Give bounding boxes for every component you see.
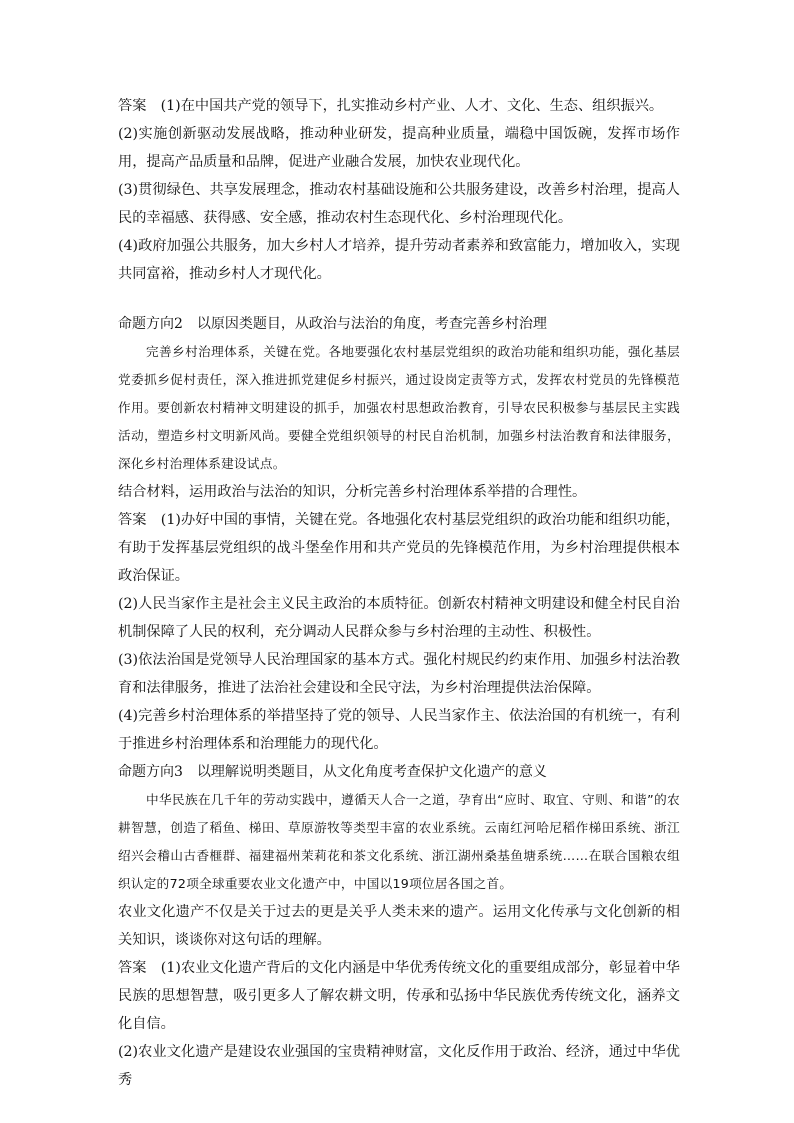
answer-paragraph <box>118 954 680 1038</box>
answer-label: 答案 <box>118 960 147 976</box>
section-heading-3: 命题方向3 以理解说明类题目，从文化角度考查保护文化遗产的意义 <box>118 764 547 780</box>
question-text-3: 农业文化遗产不仅是关于过去的更是关乎人类未来的遗产。运用文化传承与文化创新的相关知识，谈谈你对这句话的理解。 <box>118 904 680 948</box>
answer-line: (1)办好中国的事情，关键在党。各地强化农村基层党组织的政治功能和组织功能，有助于发挥基层党组织的战斗堡垒作用和共产党员的先锋模范作用，为乡村治理提供根本政治保证。 <box>118 512 680 584</box>
answer-label: 答案 <box>118 98 147 114</box>
answer-line: (1)在中国共产党的领导下，扎实推动乡村产业、人才、文化、生态、组织振兴。 <box>160 98 664 114</box>
answer-paragraph-3: (3)贯彻绿色、共享发展理念，推动农村基础设施和公共服务建设，改善乡村治理，提高人民的幸福感、获得感、安全感，推动农村生态现代化、乡村治理现代化。 <box>118 182 680 226</box>
material-text-3: 中华民族在几千年的劳动实践中，遵循天人合一之道，孕育出“应时、取宜、守则、和谐”的农耕智慧，创造了稻鱼、梯田、草原游牧等类型丰富的农业系统。云南红河哈尼稻作梯田系统、浙江绍兴会稽山古香榧群、福建福州茉莉花和茶文化系统、浙江湖州桑基鱼塘系统……在联合国粮农组织认定的72项全球重要农业文化遗产中，中国以19项位居各国之首。 <box>118 792 680 891</box>
answer-paragraph: (4)完善乡村治理体系的举措坚持了党的领导、人民当家作主、依法治国的有机统一，有利于推进乡村治理体系和治理能力的现代化。 <box>118 708 680 752</box>
question-text-2: 结合材料，运用政治与法治的知识，分析完善乡村治理体系举措的合理性。 <box>118 484 587 500</box>
answer-paragraph: (2)农业文化遗产是建设农业强国的宝贵精神财富，文化反作用于政治、经济，通过中华优秀 <box>118 1044 680 1088</box>
answer-line: (1)农业文化遗产背后的文化内涵是中华优秀传统文化的重要组成部分，彰显着中华民族的思想智慧，吸引更多人了解农耕文明，传承和弘扬中华民族优秀传统文化，涵养文化自信。 <box>118 960 680 1032</box>
section-heading-2: 命题方向2 以原因类题目，从政治与法治的角度，考查完善乡村治理 <box>118 316 547 332</box>
material-text-2: 完善乡村治理体系，关键在党。各地要强化农村基层党组织的政治功能和组织功能，强化基层党委抓乡促村责任，深入推进抓党建促乡村振兴，通过设岗定责等方式，发挥农村党员的先锋模范作用。要创新农村精神文明建设的抓手，加强农村思想政治教育，引导农民积极参与基层民主实践活动，塑造乡村文明新风尚。要健全党组织领导的村民自治机制，加强乡村法治教育和法律服务，深化乡村治理体系建设试点。 <box>118 344 680 471</box>
answer-paragraph-4: (4)政府加强公共服务，加大乡村人才培养，提升劳动者素养和致富能力，增加收入，实现共同富裕，推动乡村人才现代化。 <box>118 238 680 282</box>
answer-paragraph-2: (2)实施创新驱动发展战略，推动种业研发，提高种业质量，端稳中国饭碗，发挥市场作用，提高产品质量和品牌，促进产业融合发展，加快农业现代化。 <box>118 126 680 170</box>
answer-paragraph-1 <box>118 92 680 120</box>
answer-paragraph: (3)依法治国是党领导人民治理国家的基本方式。强化村规民约约束作用、加强乡村法治教育和法律服务，推进了法治社会建设和全民守法，为乡村治理提供法治保障。 <box>118 652 680 696</box>
answer-label: 答案 <box>118 512 147 528</box>
answer-paragraph: (2)人民当家作主是社会主义民主政治的本质特征。创新农村精神文明建设和健全村民自治机制保障了人民的权利，充分调动人民群众参与乡村治理的主动性、积极性。 <box>118 596 680 640</box>
document-content <box>118 92 680 1094</box>
answer-paragraph <box>118 506 680 590</box>
spacer <box>118 288 680 310</box>
